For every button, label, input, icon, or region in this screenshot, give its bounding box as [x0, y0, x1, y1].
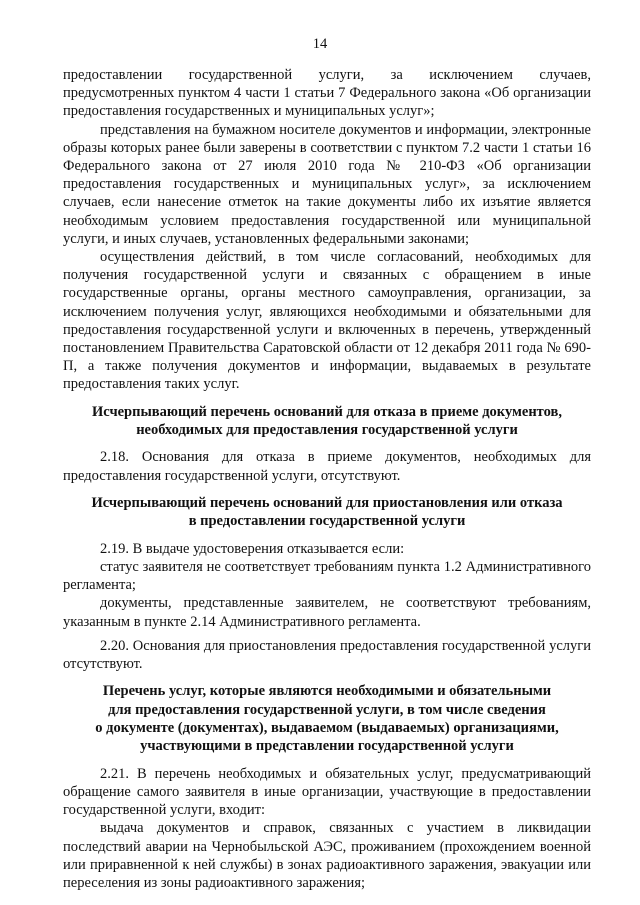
section-heading-line: участвующими в представлении государственной услуги: [140, 738, 514, 755]
section-heading: [63, 682, 591, 756]
paragraph: представления на бумажном носителе документов и информации, электронные образы которых ранее были заверены в соответствии с пунктом 7.2 части 1 статьи 16 Федерального закона от 27 июля 2010 года № 210-ФЗ «Об организации предоставления государственных и муниципальных услуг», за исключением случаев, если нанесение отметок на такие документы либо их изъятие является необходимым условием предоставления государственной или муниципальной услуги, и иных случаев, установленных федеральными законами;: [63, 121, 591, 247]
section-heading-line: необходимых для предоставления государственной услуги: [136, 422, 518, 439]
paragraph: документы, представленные заявителем, не соответствуют требованиям, указанным в пункте 2.14 Административного регламента.: [63, 595, 591, 630]
paragraph: 2.18. Основания для отказа в приеме документов, необходимых для предоставления государственной услуги, отсутствуют.: [63, 449, 591, 484]
section-heading-line: Исчерпывающий перечень оснований для приостановления или отказа: [91, 494, 563, 511]
section-heading-line: о документе (документах), выдаваемом (выдаваемых) организациями,: [95, 719, 559, 736]
section-heading-line: Исчерпывающий перечень оснований для отказа в приеме документов,: [92, 403, 562, 420]
section-heading: [63, 403, 591, 440]
paragraph: осуществления действий, в том числе согласований, необходимых для получения государственной услуги и связанных с обращением в иные государственные органы, органы местного самоуправления, организации, за исключением получения услуг, являющихся необходимыми и обязательными для предоставления государственной услуги и включенных в перечень, утвержденный постановлением Правительства Саратовской области от 12 декабря 2011 года № 690-П, а также получения документов и информации, выдаваемых в результате предоставления таких услуг.: [63, 249, 591, 393]
section-heading: [63, 494, 591, 531]
page-number: 14: [312, 36, 328, 52]
paragraph: 2.21. В перечень необходимых и обязательных услуг, предусматривающий обращение самого заявителя в иные организации, участвующие в предоставлении государственной услуги, входит:: [63, 765, 591, 819]
section-heading-line: в предоставлении государственной услуги: [188, 513, 466, 530]
paragraph: 2.20. Основания для приостановления предоставления государственной услуги отсутствуют.: [63, 637, 591, 672]
paragraph: предоставлении государственной услуги, за исключением случаев, предусмотренных пунктом 4 части 1 статьи 7 Федерального закона «Об организации предоставления государственных и муниципальных услуг»;: [63, 67, 591, 120]
paragraph: 2.19. В выдаче удостоверения отказывается если:: [100, 540, 405, 557]
section-heading-line: Перечень услуг, которые являются необходимыми и обязательными: [102, 683, 552, 700]
document-body: [63, 66, 591, 892]
section-heading-line: для предоставления государственной услуги, в том числе сведения: [108, 701, 546, 718]
paragraph: выдача документов и справок, связанных с участием в ликвидации последствий аварии на Чернобыльской АЭС, проживанием (прохождением военной или приравненной к ней службы) в зонах радиоактивного заражения, эвакуации или переселения из зоны радиоактивного заражения;: [63, 820, 591, 891]
paragraph: статус заявителя не соответствует требованиям пункта 1.2 Административного регламента;: [63, 558, 591, 594]
